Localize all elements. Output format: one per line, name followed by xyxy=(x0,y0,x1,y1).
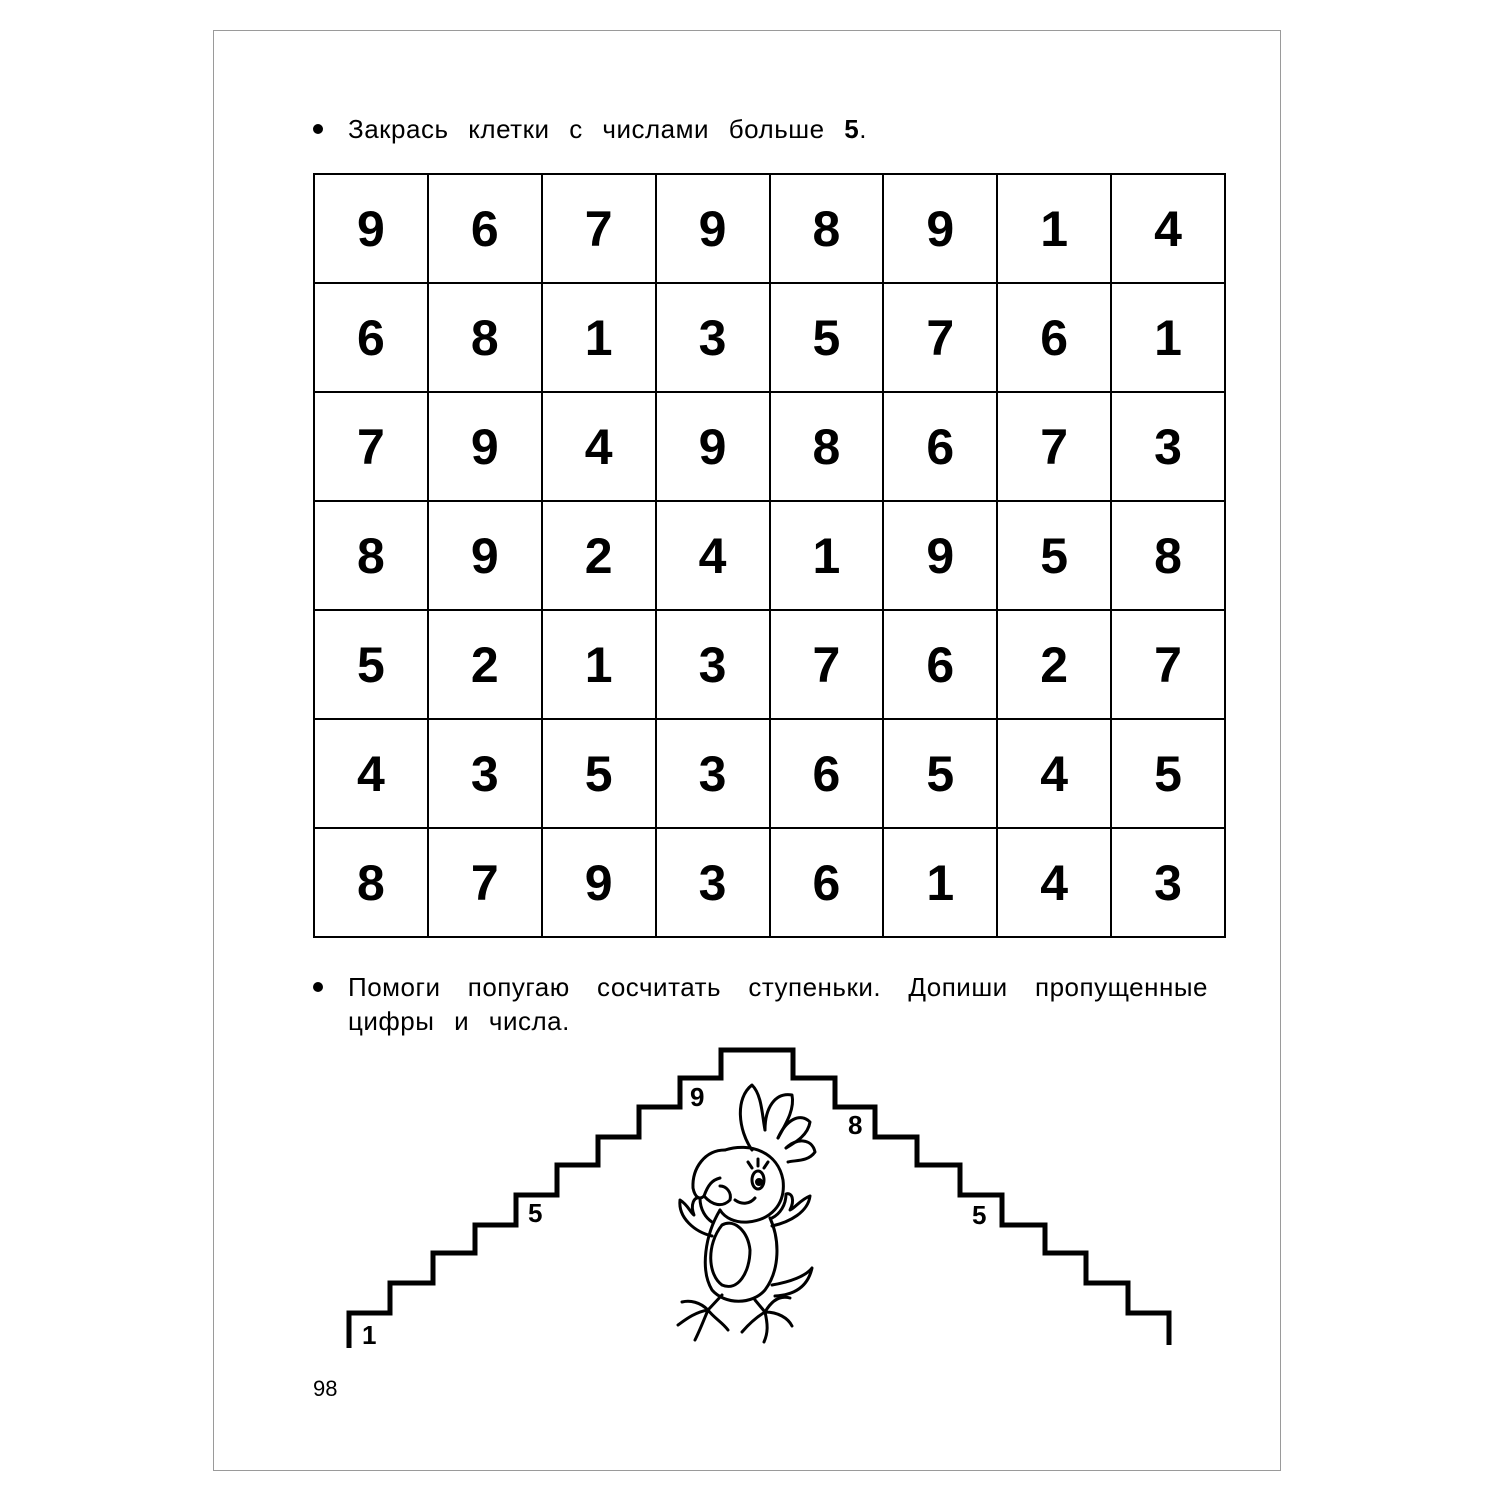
grid-cell[interactable]: 5 xyxy=(542,719,656,828)
grid-cell[interactable]: 7 xyxy=(1111,610,1225,719)
grid-cell[interactable]: 2 xyxy=(997,610,1111,719)
grid-cell[interactable]: 9 xyxy=(314,174,428,283)
grid-cell[interactable]: 6 xyxy=(770,719,884,828)
grid-row xyxy=(314,610,1225,719)
task-1-number: 5 xyxy=(844,114,860,144)
grid-cell[interactable]: 8 xyxy=(770,392,884,501)
bullet-icon xyxy=(313,982,323,992)
grid-cell[interactable]: 3 xyxy=(1111,828,1225,937)
grid-cell[interactable]: 5 xyxy=(1111,719,1225,828)
grid-cell[interactable]: 4 xyxy=(656,501,770,610)
stair-label: 1 xyxy=(362,1320,377,1350)
grid-cell[interactable]: 7 xyxy=(997,392,1111,501)
grid-cell[interactable]: 9 xyxy=(656,174,770,283)
grid-cell[interactable]: 8 xyxy=(314,828,428,937)
task-1-text xyxy=(348,112,1213,146)
grid-cell[interactable]: 9 xyxy=(428,501,542,610)
stair-label: 8 xyxy=(848,1110,863,1140)
grid-cell[interactable]: 6 xyxy=(428,174,542,283)
grid-cell[interactable]: 3 xyxy=(656,610,770,719)
grid-cell[interactable]: 6 xyxy=(883,610,997,719)
grid-cell[interactable]: 5 xyxy=(314,610,428,719)
grid-cell[interactable]: 2 xyxy=(428,610,542,719)
task-1-text-main: Закрась клетки с числами больше xyxy=(348,114,845,144)
stair-label: 5 xyxy=(972,1200,987,1230)
grid-cell[interactable]: 5 xyxy=(883,719,997,828)
grid-cell[interactable]: 3 xyxy=(656,828,770,937)
grid-cell[interactable]: 6 xyxy=(997,283,1111,392)
grid-cell[interactable]: 9 xyxy=(883,174,997,283)
task-1 xyxy=(313,112,1213,146)
grid-cell[interactable]: 1 xyxy=(770,501,884,610)
stair-label: 9 xyxy=(690,1082,705,1112)
grid-cell[interactable]: 3 xyxy=(1111,392,1225,501)
task-2 xyxy=(313,970,1213,1038)
number-grid xyxy=(313,173,1226,938)
grid-cell[interactable]: 6 xyxy=(314,283,428,392)
grid-cell[interactable]: 7 xyxy=(883,283,997,392)
grid-row xyxy=(314,501,1225,610)
grid-row xyxy=(314,719,1225,828)
grid-cell[interactable]: 7 xyxy=(314,392,428,501)
grid-cell[interactable]: 4 xyxy=(997,828,1111,937)
grid-cell[interactable]: 7 xyxy=(428,828,542,937)
grid-row xyxy=(314,283,1225,392)
bullet-icon xyxy=(313,124,323,134)
grid-cell[interactable]: 8 xyxy=(314,501,428,610)
grid-cell[interactable]: 3 xyxy=(656,719,770,828)
grid-cell[interactable]: 5 xyxy=(770,283,884,392)
grid-cell[interactable]: 6 xyxy=(883,392,997,501)
grid-cell[interactable]: 4 xyxy=(542,392,656,501)
grid-cell[interactable]: 3 xyxy=(428,719,542,828)
grid-cell[interactable]: 9 xyxy=(428,392,542,501)
task-2-text: Помоги попугаю сосчитать ступеньки. Допиши пропущенные цифры и числа. xyxy=(348,972,1208,1036)
grid-cell[interactable]: 8 xyxy=(770,174,884,283)
grid-cell[interactable]: 4 xyxy=(314,719,428,828)
grid-cell[interactable]: 9 xyxy=(883,501,997,610)
grid-row xyxy=(314,392,1225,501)
grid-cell[interactable]: 7 xyxy=(542,174,656,283)
grid-cell[interactable]: 4 xyxy=(1111,174,1225,283)
grid-cell[interactable]: 6 xyxy=(770,828,884,937)
grid-cell[interactable]: 9 xyxy=(656,392,770,501)
grid-cell[interactable]: 1 xyxy=(1111,283,1225,392)
grid-cell[interactable]: 2 xyxy=(542,501,656,610)
grid-row xyxy=(314,174,1225,283)
grid-cell[interactable]: 1 xyxy=(883,828,997,937)
grid-cell[interactable]: 8 xyxy=(428,283,542,392)
grid-cell[interactable]: 9 xyxy=(542,828,656,937)
stair-label: 5 xyxy=(528,1198,543,1228)
grid-cell[interactable]: 8 xyxy=(1111,501,1225,610)
task-1-period: . xyxy=(859,114,867,144)
grid-row xyxy=(314,828,1225,937)
grid-cell[interactable]: 7 xyxy=(770,610,884,719)
grid-cell[interactable]: 4 xyxy=(997,719,1111,828)
grid-cell[interactable]: 5 xyxy=(997,501,1111,610)
grid-cell[interactable]: 3 xyxy=(656,283,770,392)
grid-cell[interactable]: 1 xyxy=(542,283,656,392)
grid-cell[interactable]: 1 xyxy=(542,610,656,719)
grid-cell[interactable]: 1 xyxy=(997,174,1111,283)
page-number: 98 xyxy=(313,1376,338,1401)
